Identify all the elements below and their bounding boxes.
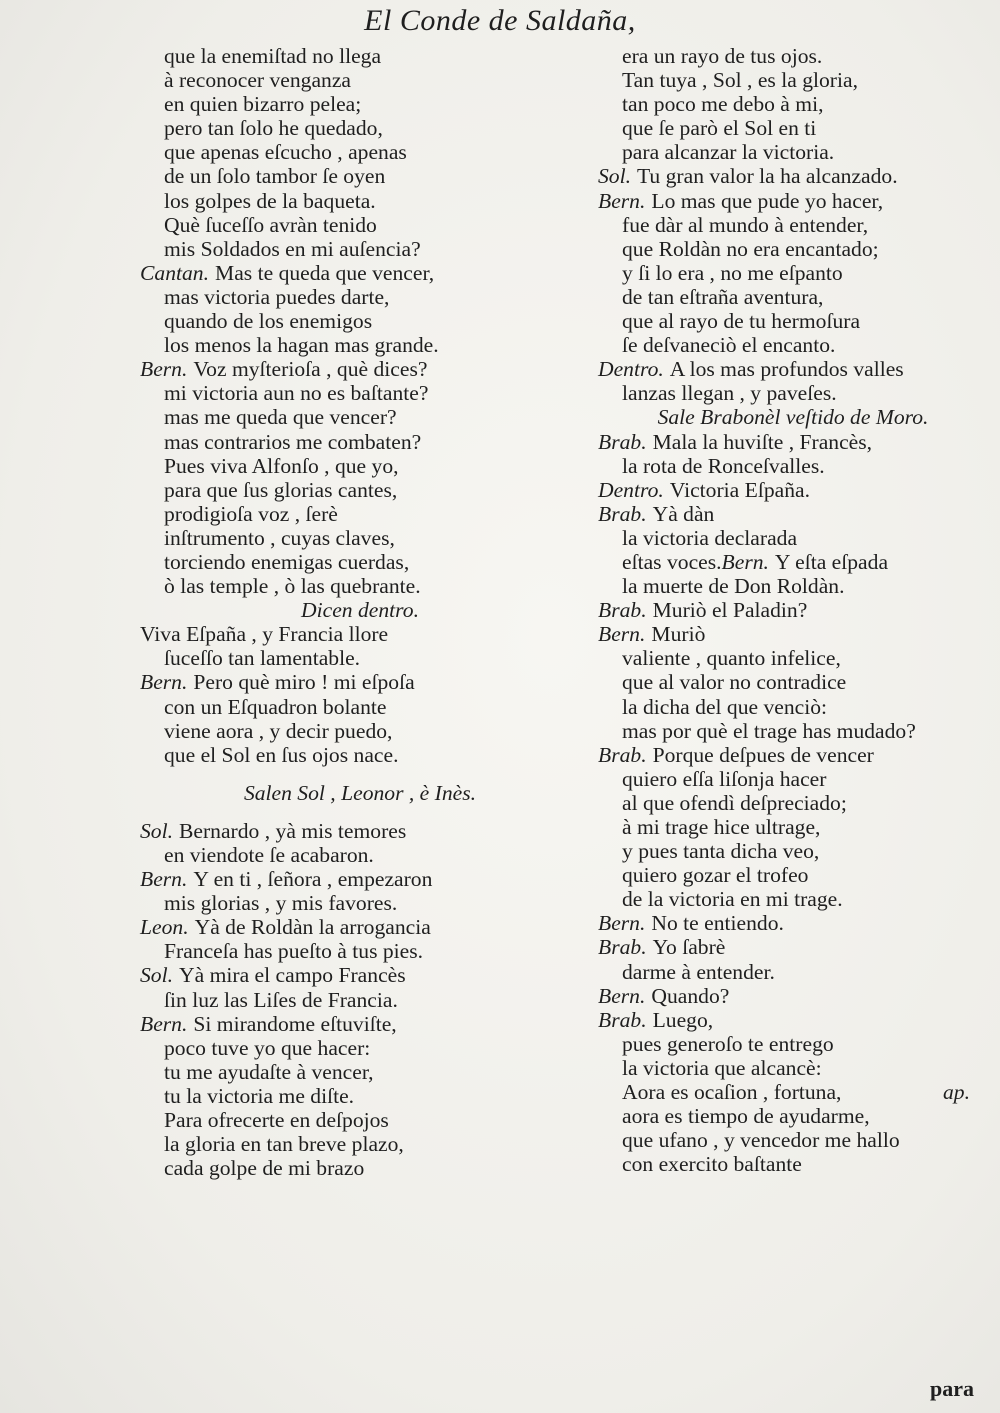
- verse-line: [140, 381, 580, 405]
- speaker-name: Sol.: [140, 818, 173, 843]
- speaker-name: Dentro.: [598, 477, 664, 502]
- verse-line: [598, 285, 988, 309]
- verse-text: ò las temple , ò las quebrante.: [164, 574, 421, 599]
- verse-text: Pues viva Alfonſo , que yo,: [164, 453, 399, 478]
- speech-line: [140, 867, 580, 891]
- verse-line: [140, 646, 580, 670]
- verse-text: mi victoria aun no es baſtante?: [164, 381, 429, 406]
- verse-line: [140, 988, 580, 1012]
- verse-line: [598, 574, 988, 598]
- verse-text: que al valor no contradice: [622, 670, 847, 695]
- verse-line: [598, 261, 988, 285]
- verse-text: Aora es ocaſion , fortuna,: [622, 1080, 842, 1105]
- verse-line: [598, 550, 988, 574]
- verse-line: [598, 1104, 988, 1128]
- speech-line: [598, 598, 988, 622]
- speech-line: [140, 915, 580, 939]
- verse-text: ſe deſvaneciò el encanto.: [622, 333, 836, 358]
- verse-line: [598, 960, 988, 984]
- verse-text: Tan tuya , Sol , es la gloria,: [622, 68, 858, 93]
- verse-line: [598, 44, 988, 68]
- verse-text: lanzas llegan , y paveſes.: [622, 381, 837, 406]
- verse-text: mas me queda que vencer?: [164, 405, 397, 430]
- verse-line: [140, 526, 580, 550]
- verse-text: Lo mas que pude yo hacer,: [651, 188, 884, 213]
- left-column: [140, 44, 580, 1180]
- verse-text: que al rayo de tu hermoſura: [622, 309, 861, 334]
- verse-text: que apenas eſcucho , apenas: [164, 140, 407, 165]
- verse-line: [140, 68, 580, 92]
- line-gap: [140, 767, 580, 781]
- verse-line: [598, 839, 988, 863]
- verse-line: [140, 1036, 580, 1060]
- verse-text: en quien bizarro pelea;: [164, 92, 362, 117]
- verse-text: à reconocer venganza: [164, 68, 352, 93]
- verse-text: inſtrumento , cuyas claves,: [164, 525, 395, 550]
- speech-line: [598, 935, 988, 959]
- verse-line: [598, 1080, 988, 1104]
- verse-line: [140, 550, 580, 574]
- verse-line: [598, 213, 988, 237]
- stage-direction: Sale Brabonèl veſtido de Moro.: [657, 405, 929, 430]
- verse-text: torciendo enemigas cuerdas,: [164, 549, 410, 574]
- verse-text: pero tan ſolo he quedado,: [164, 116, 383, 141]
- speech-line: [140, 357, 580, 381]
- verse-line: [598, 887, 988, 911]
- speech-line: [598, 743, 988, 767]
- verse-text: Mala la huviſte , Francès,: [652, 429, 873, 454]
- verse-line: [598, 454, 988, 478]
- verse-text: Què ſuceſſo avràn tenido: [164, 212, 377, 237]
- verse-line: [140, 695, 580, 719]
- aside-marker: ap.: [943, 1080, 970, 1105]
- speaker-name: Brab.: [598, 1007, 647, 1032]
- running-header: El Conde de Saldaña,: [364, 4, 636, 37]
- verse-text: Para ofrecerte en deſpojos: [164, 1108, 389, 1133]
- verse-text: Yà de Roldàn la arrogancia: [194, 915, 431, 940]
- verse-line: [598, 1032, 988, 1056]
- verse-text: que el Sol en ſus ojos nace.: [164, 742, 399, 767]
- verse-text: para alcanzar la victoria.: [622, 140, 835, 165]
- verse-text: Yo ſabrè: [652, 935, 726, 960]
- verse-line: [140, 92, 580, 116]
- speech-line: [140, 670, 580, 694]
- verse-text: la dicha del que venciò:: [622, 694, 828, 719]
- verse-text: Mas te queda que vencer,: [215, 260, 435, 285]
- verse-text: prodigioſa voz , ſerè: [164, 501, 338, 526]
- verse-text: valiente , quanto infelice,: [622, 646, 841, 671]
- speaker-name: Bern.: [140, 1011, 188, 1036]
- verse-text: mas por què el trage has mudado?: [622, 718, 916, 743]
- speech-line: [598, 502, 988, 526]
- verse-line: [140, 333, 580, 357]
- verse-text: la victoria que alcancè:: [622, 1055, 822, 1080]
- right-column: [598, 44, 988, 1176]
- verse-line: [140, 309, 580, 333]
- speaker-name: Bern.: [598, 911, 646, 936]
- speech-line: [140, 819, 580, 843]
- verse-text: mas contrarios me combaten?: [164, 429, 422, 454]
- verse-line: [598, 695, 988, 719]
- speech-line: [598, 478, 988, 502]
- verse-text: pues generoſo te entrego: [622, 1031, 834, 1056]
- verse-line: [140, 454, 580, 478]
- verse-text: la muerte de Don Roldàn.: [622, 574, 845, 599]
- verse-text: aora es tiempo de ayudarme,: [622, 1104, 870, 1129]
- verse-text: los golpes de la baqueta.: [164, 188, 376, 213]
- verse-text: la victoria declarada: [622, 525, 798, 550]
- verse-line: [140, 213, 580, 237]
- verse-line: [140, 140, 580, 164]
- speaker-name: Sol.: [598, 164, 631, 189]
- verse-line: [598, 646, 988, 670]
- speech-line: [598, 357, 988, 381]
- verse-text: Porque deſpues de vencer: [652, 742, 874, 767]
- verse-line: [140, 478, 580, 502]
- verse-text: eſtas voces.: [622, 549, 722, 574]
- verse-text: que Roldàn no era encantado;: [622, 236, 879, 261]
- verse-text: que ufano , y vencedor me hallo: [622, 1128, 900, 1153]
- verse-text: quiero gozar el trofeo: [622, 863, 809, 888]
- verse-text: Muriò el Paladin?: [652, 598, 808, 623]
- verse-text: la rota de Ronceſvalles.: [622, 453, 825, 478]
- verse-line: [598, 791, 988, 815]
- verse-text: al que ofendì deſpreciado;: [622, 790, 847, 815]
- speaker-name: Bern.: [140, 357, 188, 382]
- verse-line: [140, 939, 580, 963]
- speech-line: [598, 430, 988, 454]
- verse-text: poco tuve yo que hacer:: [164, 1035, 371, 1060]
- verse-line: [140, 430, 580, 454]
- verse-text: ſin luz las Liſes de Francia.: [164, 987, 398, 1012]
- speaker-name: Bern.: [140, 670, 188, 695]
- speaker-name: Brab.: [598, 742, 647, 767]
- verse-line: [140, 1132, 580, 1156]
- verse-text: quiero eſſa liſonja hacer: [622, 766, 827, 791]
- speaker-name: Brab.: [598, 935, 647, 960]
- verse-line: [140, 285, 580, 309]
- verse-line: [140, 891, 580, 915]
- verse-text: Y eſta eſpada: [774, 549, 889, 574]
- verse-text: ſuceſſo tan lamentable.: [164, 646, 361, 671]
- verse-text: con un Eſquadron bolante: [164, 694, 387, 719]
- verse-line: [598, 381, 988, 405]
- verse-text: darme à entender.: [622, 959, 775, 984]
- verse-text: fue dàr al mundo à entender,: [622, 212, 869, 237]
- verse-text: para que ſus glorias cantes,: [164, 477, 398, 502]
- verse-text: y ſi lo era , no me eſpanto: [622, 260, 843, 285]
- verse-text: era un rayo de tus ojos.: [622, 44, 823, 68]
- speaker-name: Brab.: [598, 429, 647, 454]
- verse-text: Bernardo , yà mis temores: [179, 818, 407, 843]
- verse-text: mis glorias , y mis favores.: [164, 891, 398, 916]
- speaker-name: Leon.: [140, 915, 189, 940]
- verse-text: Muriò: [651, 622, 706, 647]
- speech-line: [598, 1008, 988, 1032]
- verse-text: à mi trage hice ultrage,: [622, 815, 821, 839]
- verse-line: [140, 502, 580, 526]
- speaker-name: Bern.: [140, 867, 188, 892]
- verse-line: [598, 719, 988, 743]
- verse-text: Franceſa has pueſto à tus pies.: [164, 939, 424, 964]
- speaker-name: Brab.: [598, 598, 647, 623]
- speech-line: [140, 261, 580, 285]
- speaker-name: Brab.: [598, 501, 647, 526]
- line-gap: [140, 805, 580, 819]
- verse-text: Y en ti , ſeñora , empezaron: [193, 867, 433, 892]
- speaker-name: Dentro.: [598, 357, 664, 382]
- verse-text: mas victoria puedes darte,: [164, 284, 390, 309]
- verse-text: Quando?: [651, 983, 730, 1008]
- verse-line: [140, 843, 580, 867]
- verse-text: Pero què miro ! mi eſpoſa: [193, 670, 415, 695]
- verse-text: A los mas profundos valles: [669, 357, 904, 382]
- speaker-name: Cantan.: [140, 260, 209, 285]
- verse-text: de un ſolo tambor ſe oyen: [164, 164, 386, 189]
- verse-text: tu la victoria me diſte.: [164, 1083, 355, 1108]
- verse-line: [598, 333, 988, 357]
- verse-line: [140, 743, 580, 767]
- verse-line: [140, 237, 580, 261]
- speaker-name: Bern.: [598, 188, 646, 213]
- verse-line: [140, 1084, 580, 1108]
- speech-line: [598, 164, 988, 188]
- verse-line: [598, 670, 988, 694]
- speech-line: [598, 911, 988, 935]
- verse-line: [598, 815, 988, 839]
- verse-line: [140, 1060, 580, 1084]
- verse-text: tu me ayudaſte à vencer,: [164, 1059, 374, 1084]
- speech-line: [598, 984, 988, 1008]
- verse-text: Voz myſterioſa , què dices?: [193, 357, 428, 382]
- verse-text: quando de los enemigos: [164, 309, 373, 334]
- verse-text: Viva Eſpaña , y Francia llore: [140, 622, 389, 647]
- verse-text: Yà dàn: [652, 501, 715, 526]
- verse-line: [140, 622, 580, 646]
- verse-line: [598, 92, 988, 116]
- verse-text: que la enemiſtad no llega: [164, 44, 382, 68]
- verse-text: con exercito baſtante: [622, 1152, 802, 1177]
- catchword: para: [930, 1376, 974, 1401]
- verse-text: mis Soldados en mi auſencia?: [164, 236, 421, 261]
- verse-line: [598, 526, 988, 550]
- speech-line: [140, 963, 580, 987]
- speech-line: [598, 189, 988, 213]
- verse-text: Luego,: [652, 1007, 714, 1032]
- verse-line: [140, 1108, 580, 1132]
- speaker-name: Bern.: [598, 622, 646, 647]
- verse-line: [140, 405, 580, 429]
- verse-text: de la victoria en mi trage.: [622, 887, 843, 912]
- verse-text: y pues tanta dicha veo,: [622, 839, 820, 864]
- verse-text: Yà mira el campo Francès: [179, 963, 406, 988]
- verse-text: los menos la hagan mas grande.: [164, 333, 439, 358]
- verse-line: [598, 1128, 988, 1152]
- verse-text: la gloria en tan breve plazo,: [164, 1132, 404, 1157]
- verse-text: viene aora , y decir puedo,: [164, 718, 393, 743]
- stage-direction: Dicen dentro.: [301, 598, 419, 623]
- speaker-name: Sol.: [140, 963, 173, 988]
- verse-line: [140, 1156, 580, 1180]
- verse-text: Victoria Eſpaña.: [669, 477, 810, 502]
- verse-line: [598, 116, 988, 140]
- verse-line: [598, 237, 988, 261]
- speech-line: [598, 622, 988, 646]
- verse-line: [598, 68, 988, 92]
- verse-line: [598, 863, 988, 887]
- verse-text: No te entiendo.: [651, 911, 784, 936]
- verse-text: Si mirandome eſtuviſte,: [193, 1011, 397, 1036]
- verse-line: [140, 574, 580, 598]
- verse-line: [598, 140, 988, 164]
- verse-line: [140, 189, 580, 213]
- verse-text: que ſe parò el Sol en ti: [622, 116, 817, 141]
- verse-line: [598, 1056, 988, 1080]
- stage-direction: Salen Sol , Leonor , è Inès.: [243, 780, 477, 805]
- speaker-name: Bern.: [721, 549, 769, 574]
- verse-text: de tan eſtraña aventura,: [622, 284, 824, 309]
- verse-line: [598, 767, 988, 791]
- verse-text: cada golpe de mi brazo: [164, 1156, 365, 1181]
- verse-line: [140, 719, 580, 743]
- speaker-name: Bern.: [598, 983, 646, 1008]
- speech-line: [140, 1012, 580, 1036]
- verse-line: [598, 1152, 988, 1176]
- verse-line: [598, 309, 988, 333]
- verse-line: [140, 44, 580, 68]
- verse-text: en viendote ſe acabaron.: [164, 843, 374, 867]
- verse-line: [140, 164, 580, 188]
- verse-line: [140, 116, 580, 140]
- verse-text: Tu gran valor la ha alcanzado.: [637, 164, 898, 189]
- verse-text: tan poco me debo à mi,: [622, 92, 824, 117]
